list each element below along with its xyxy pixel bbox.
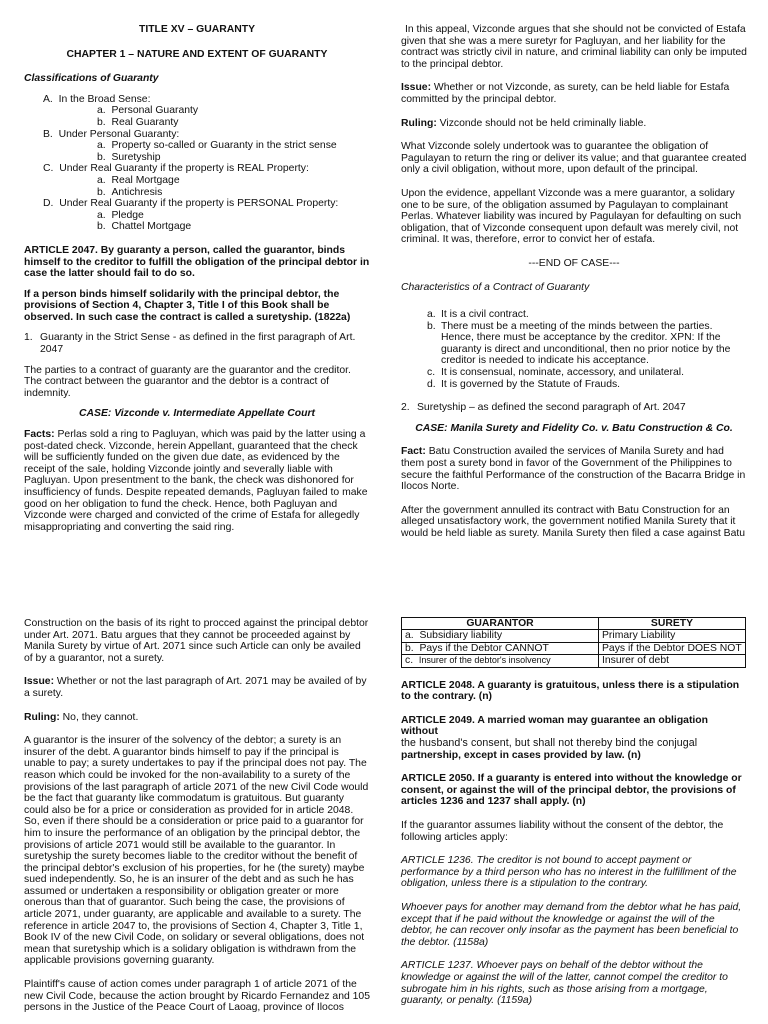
- header-surety: SURETY: [599, 618, 746, 630]
- bottom-right-column: [401, 617, 747, 1016]
- article-1236: ARTICLE 1236. The creditor is not bound to accept payment or performance by a third person who has no interest in the fulfillment of the obligation, unless there is a stipulation to the contrary.: [401, 855, 737, 890]
- classifications-heading: Classifications of Guaranty: [24, 73, 159, 85]
- vizconde-undertaking-paragraph: What Vizconde solely undertook was to guarantee the obligation of Pagulayan to return the ring or deliver its value; and that guarantee created only a civil obligation, without more, upon default of the principal.: [401, 141, 747, 176]
- list-item: b. Suretyship: [97, 151, 161, 163]
- table-row: c. Insurer of the debtor's insolvency Insurer of debt: [402, 655, 746, 667]
- table-row: b. Pays if the Debtor CANNOT Pays if the Debtor DOES NOT: [402, 642, 746, 654]
- list-item: a. Personal Guaranty: [97, 105, 199, 117]
- case-title-manila-surety: CASE: Manila Surety and Fidelity Co. v. Batu Construction & Co.: [415, 422, 733, 434]
- whoever-pays-paragraph: Whoever pays for another may demand from the debtor what he has paid, except that if he paid without the knowledge or against the will of the debtor, he can recover only insofar as the payment has been beneficial to the debtor. (1158a): [401, 901, 742, 948]
- title: TITLE XV – GUARANTY: [138, 24, 256, 35]
- list-item: b. Chattel Mortgage: [97, 221, 192, 233]
- suretyship-item: 2. Suretyship – as defined the second paragraph of Art. 2047: [401, 402, 686, 414]
- characteristics-heading: Characteristics of a Contract of Guaranty: [401, 281, 590, 293]
- list-item: b. There must be a meeting of the minds between the parties. Hence, there must be acceptance by the creditor. XPN: If the guaranty is direct and unconditional, then no prior notice by the creditor is needed to indicate his acceptance.: [427, 320, 731, 367]
- guarantor-vs-surety-paragraph: A guarantor is the insurer of the solvency of the debtor; a surety is an insurer of the debt. A guarantor binds himself to pay if the principal is unable to pay; a surety undertakes to pay if the principal does not pay. The reason which could be invoked for the non-availability to a surety of the provisions of the last paragraph of article 2071 of the new Civil Code would be the fact that guaranty like commodatum is gratuitous. But guaranty could also be for a price or consideration as provided for in article 2048. So, even if there should be a consideration or price paid to a guarantor for him to insure the performance of an obligation by the principal debtor, the provisions of article 2071 would still be available to the guarantor. In suretyship the surety becomes liable to the creditor without the benefit of the principal debtor's exclusion of his properties, for he (the surety) maybe sued independently. So, he is an insurer of the debt and as such he has assumed or undertaken a responsibility or obligation greater or more onerous than that of guarantor. Such being the case, the provisions of article 2071, under guaranty, are applicable and available to a surety. The reference in article 2047 to, the provisions of Section 4, Chapter 3, Title 1, Book IV of the new Civil Code, on solidary or several obligations, does not mean that suretyship which is a solidary obligation is withdrawn from the applicable provisions governing guaranty.: [24, 735, 369, 967]
- bottom-left-column: [24, 618, 370, 1023]
- article-2049: ARTICLE 2049. A married woman may guarantee an obligation without the husband's consent, but shall not thereby bind the conjugal partnership, except in cases provided by law. (n): [401, 714, 708, 761]
- table-header-row: [402, 618, 746, 630]
- vizconde-guarantor-paragraph: Upon the evidence, appellant Vizconde was a mere guarantor, a solidary one to be sure, of the obligation assumed by Pagulayan to complainant Perlas. Whatever liability was incured by Pagulayan for defaulting on such obligation, that of Vizconde consequent upon default was merely civil, not criminal. It was, therefore, error to convict her of estafa.: [401, 187, 742, 246]
- article-2050: ARTICLE 2050. If a guaranty is entered into without the knowledge or consent, or against the will of the principal debtor, the provisions of articles 1236 and 1237 shall apply. (n): [401, 773, 742, 808]
- list-item: a. Real Mortgage: [97, 174, 180, 186]
- if-guarantor-paragraph: If the guarantor assumes liability without the consent of the debtor, the following articles apply:: [401, 819, 724, 843]
- header-guarantor: GUARANTOR: [402, 618, 599, 630]
- fact-paragraph: Fact: Batu Construction availed the services of Manila Surety and had them post a surety bond in favor of the Government of the Philippines to secure the faithful Performance of the construction of the Bacarra Bridge in Ilocos Norte.: [401, 446, 746, 493]
- end-of-case: ---END OF CASE---: [528, 257, 620, 269]
- characteristics-list: [401, 309, 747, 390]
- top-right-column: [401, 24, 747, 549]
- guaranty-strict-sense-item: 1. Guaranty in the Strict Sense - as defined in the first paragraph of Art. 2047: [24, 332, 356, 356]
- list-item: d. It is governed by the Statute of Frauds.: [427, 378, 621, 390]
- list-item: b. Real Guaranty: [97, 116, 179, 128]
- top-left-column: [24, 24, 370, 542]
- list-item: C. Under Real Guaranty if the property is REAL Property: a. Real Mortgage b. Antichresis: [24, 163, 370, 198]
- list-item: b. Antichresis: [97, 186, 163, 198]
- parties-paragraph: The parties to a contract of guaranty are the guarantor and the creditor. The contract between the guarantor and the debtor is a contract of indemnity.: [24, 364, 351, 399]
- list-item: a. Property so-called or Guaranty in the strict sense: [97, 140, 337, 152]
- ruling-paragraph-2: Ruling: No, they cannot.: [24, 711, 139, 723]
- article-1237: ARTICLE 1237. Whoever pays on behalf of the debtor without the knowledge or against the will of the latter, cannot compel the creditor to subrogate him in his rights, such as those arising from a mortgage, guaranty, or penalty. (1159a): [401, 960, 728, 1007]
- case-title-vizconde: CASE: Vizconde v. Intermediate Appellate Court: [79, 408, 315, 420]
- appeal-paragraph: In this appeal, Vizconde argues that she should not be convicted of Estafa given that she was a mere suretyr for Pagluyan, and her liability for the contract was strictly civil in nature, and criminal liability can only be imputed to the principal debtor.: [401, 24, 747, 70]
- list-item: a. Pledge: [97, 209, 144, 221]
- article-2048: ARTICLE 2048. A guaranty is gratuitous, unless there is a stipulation to the contrary. (n): [401, 679, 740, 703]
- table-row: a. Subsidiary liability Primary Liability: [402, 630, 746, 642]
- list-item: D. Under Real Guaranty if the property is PERSONAL Property: a. Pledge b. Chattel Mortgage: [24, 198, 370, 233]
- article-2047-paragraph-1: ARTICLE 2047. By guaranty a person, called the guarantor, binds himself to the creditor to fulfill the obligation of the principal debtor in case the latter should fail to do so.: [24, 244, 370, 280]
- list-item: c. It is consensual, nominate, accessory, and unilateral.: [427, 367, 684, 379]
- list-item: B. Under Personal Guaranty: a. Property so-called or Guaranty in the strict sense b. Suretyship: [24, 129, 370, 164]
- article-2047-paragraph-2: If a person binds himself solidarily with the principal debtor, the provisions of Section 4, Chapter 3, Title I of this Book shall be observed. In such case the contract is called a suretyship. (1822a): [24, 288, 351, 323]
- batu-argument-paragraph: Construction on the basis of its right to procced against the principal debtor under Art. 2071. Batu argues that they cannot be proceeded against by Manila Surety by virtue of Art. 2071 since such Article can only be availed of by a guarantor, not a surety.: [24, 618, 369, 664]
- guarantor-surety-table: [401, 617, 746, 668]
- annulled-contract-paragraph: After the government annulled its contract with Batu Construction for an alleged unsatisfactory work, the government notified Manila Surety that it would be held liable as surety. Manila Surety then filed a case against Batu: [401, 504, 746, 539]
- facts-paragraph: Facts: Perlas sold a ring to Pagluyan, which was paid by the latter using a post-dated check. Vizconde, herein Appellant, guaranteed that the check will be sufficiently funded on the given due date, as evidenced by the receipt of the sale, holding Vizconde jointly and severally liable with Pagluyan. Upon presentment to the bank, the check was dishonored for insufficiency of funds. Despite repeated demands, Pagluyan failed to make good on her obligation to fund the check. Hence, both Pagluyan and Vizconde were charged and convicted of the crime of Estafa for allegedly misappropriating and converting the said ring.: [24, 429, 368, 533]
- list-item: A. In the Broad Sense: a. Personal Guaranty b. Real Guaranty: [24, 94, 370, 129]
- chapter-heading: CHAPTER 1 – NATURE AND EXTENT OF GUARANTY: [66, 48, 328, 60]
- issue-paragraph: Issue: Whether or not Vizconde, as surety, can be held liable for Estafa committed by the principal debtor.: [401, 82, 730, 105]
- ruling-paragraph: Ruling: Vizconde should not be held criminally liable.: [401, 117, 647, 129]
- classifications-list: [24, 94, 370, 233]
- list-item: a. It is a civil contract.: [427, 309, 529, 321]
- cause-of-action-paragraph: Plaintiff's cause of action comes under paragraph 1 of article 2071 of the new Civil Code, because the action brought by Ricardo Fernandez and 105 persons in the Justice of the Peace Court of Laoag, province of Ilocos: [24, 979, 370, 1014]
- issue-paragraph-2: Issue: Whether or not the last paragraph of Art. 2071 may be availed of by a surety.: [24, 676, 367, 699]
